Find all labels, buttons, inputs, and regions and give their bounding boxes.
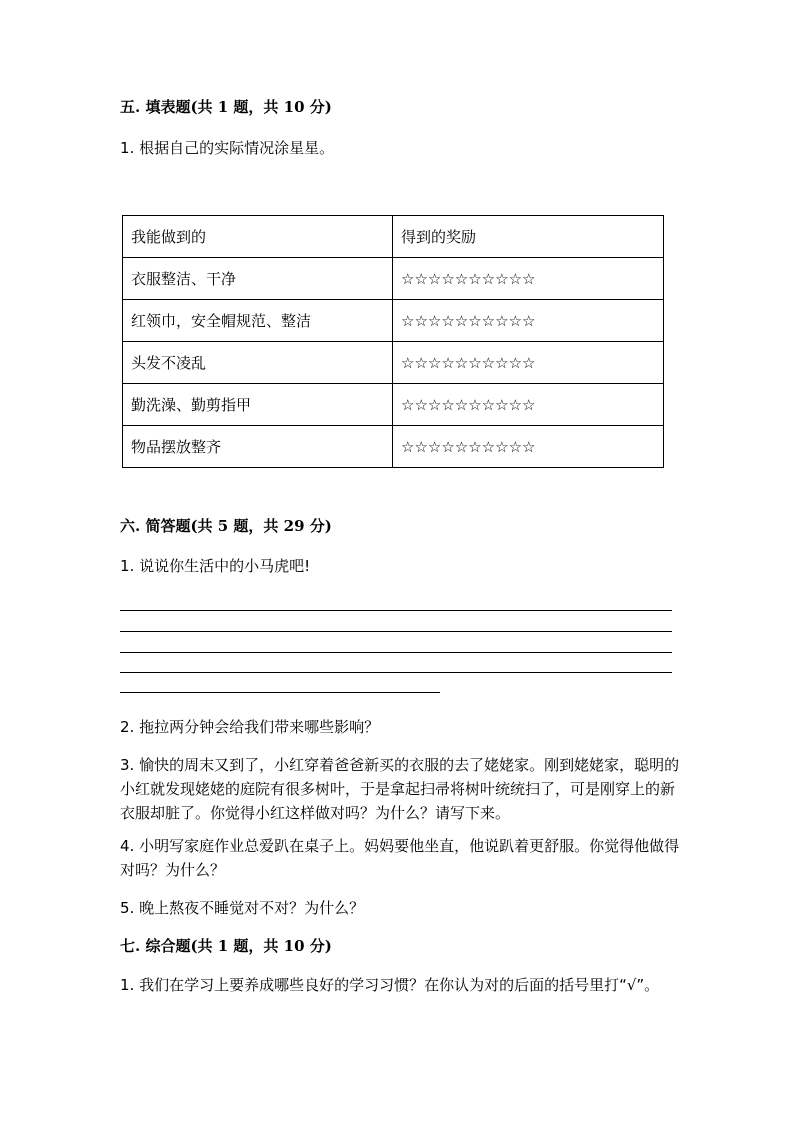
section5-heading: 五. 填表题(共 1 题，共 10 分) [120,98,332,116]
table-cell-stars[interactable]: ☆☆☆☆☆☆☆☆☆☆ [393,426,664,468]
table-cell-item: 物品摆放整齐 [123,426,393,468]
table-row [123,258,664,300]
answer-line[interactable] [120,672,672,673]
section6-question-2: 2. 拖拉两分钟会给我们带来哪些影响？ [120,718,380,736]
table-cell-stars[interactable]: ☆☆☆☆☆☆☆☆☆☆ [393,258,664,300]
table-cell-item: 头发不凌乱 [123,342,393,384]
table-cell-stars[interactable]: ☆☆☆☆☆☆☆☆☆☆ [393,300,664,342]
table-row [123,426,664,468]
table-header-cell: 得到的奖励 [393,216,664,258]
reward-table [122,215,664,468]
answer-line[interactable] [120,692,440,693]
table-cell-item: 勤洗澡、勤剪指甲 [123,384,393,426]
table-row [123,384,664,426]
table-row [123,300,664,342]
table-header-row [123,216,664,258]
table-header-cell: 我能做到的 [123,216,393,258]
section5-question-1: 1. 根据自己的实际情况涂星星。 [120,139,335,157]
answer-line[interactable] [120,610,672,611]
table-cell-item: 红领巾，安全帽规范、整洁 [123,300,393,342]
section7-heading: 七. 综合题(共 1 题，共 10 分) [120,937,332,955]
section6-question-5: 5. 晚上熬夜不睡觉对不对？为什么？ [120,899,365,917]
section6-question-3: 3. 愉快的周末又到了，小红穿着爸爸新买的衣服的去了姥姥家。刚到姥姥家，聪明的小红就发现姥姥的庭院有很多树叶，于是拿起扫帚将树叶统统扫了，可是刚穿上的新衣服却脏了。你觉得小红这样做对吗？为什么？请写下来。 [120,756,680,822]
table-row [123,342,664,384]
section6-heading: 六. 简答题(共 5 题，共 29 分) [120,517,332,535]
section6-question-4: 4. 小明写家庭作业总爱趴在桌子上。妈妈要他坐直，他说趴着更舒服。你觉得他做得对吗？为什么？ [120,837,680,879]
section6-question-1: 1. 说说你生活中的小马虎吧! [120,557,311,575]
table-cell-item: 衣服整洁、干净 [123,258,393,300]
table-cell-stars[interactable]: ☆☆☆☆☆☆☆☆☆☆ [393,384,664,426]
answer-line[interactable] [120,631,672,632]
table-cell-stars[interactable]: ☆☆☆☆☆☆☆☆☆☆ [393,342,664,384]
answer-line[interactable] [120,652,672,653]
section7-question-1: 1. 我们在学习上要养成哪些良好的学习习惯？在你认为对的后面的括号里打“√”。 [120,976,660,994]
